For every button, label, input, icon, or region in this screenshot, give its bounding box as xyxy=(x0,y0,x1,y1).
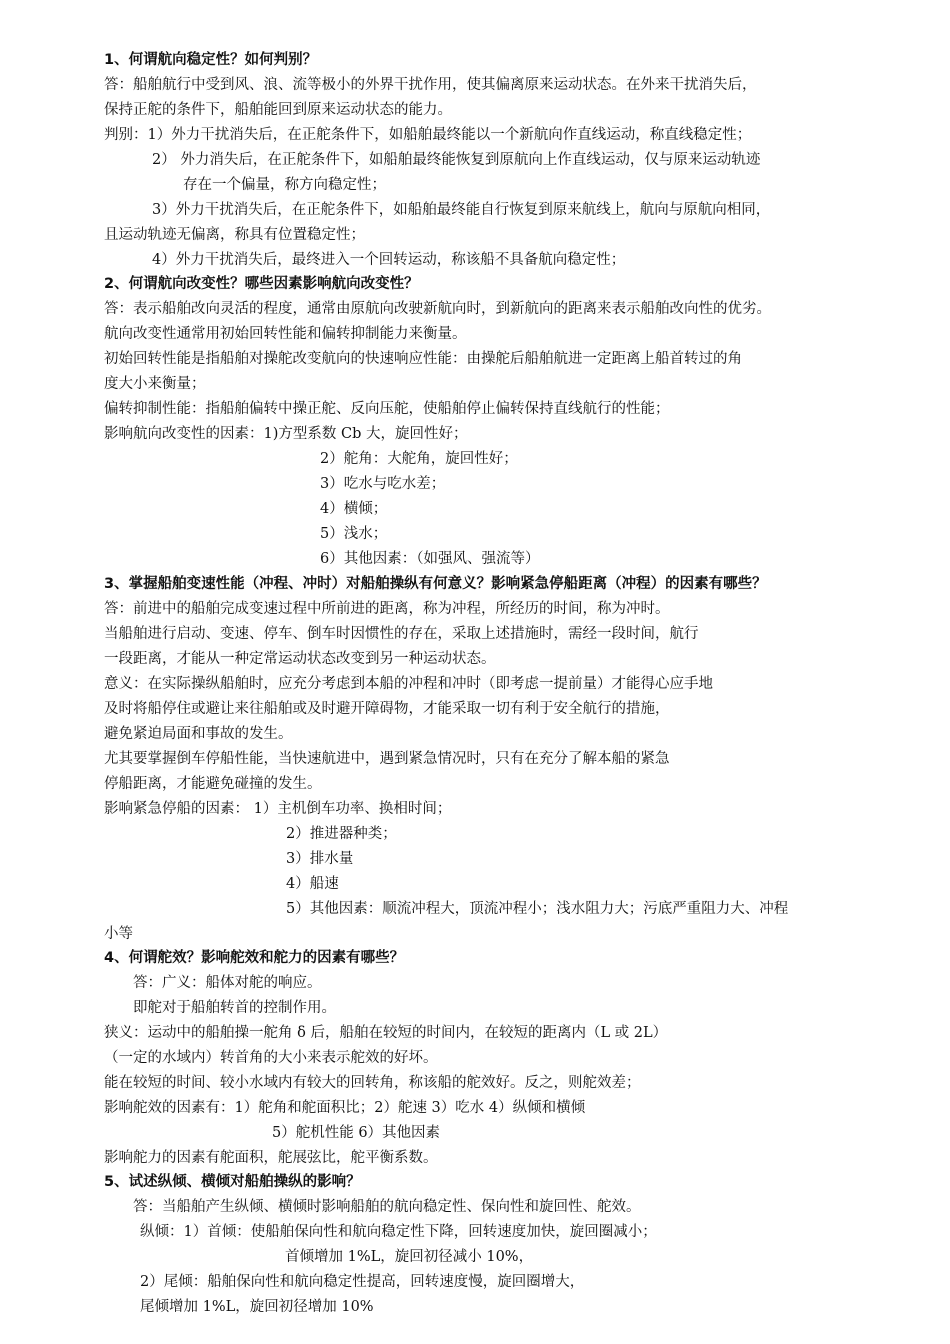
text-line: 保持正舵的条件下，船舶能回到原来运动状态的能力。 xyxy=(104,102,452,118)
text-line: 当船舶进行启动、变速、停车、倒车时因惯性的存在，采取上述措施时，需经一段时间，航行 xyxy=(104,626,699,642)
heading-q3: 3、掌握船舶变速性能（冲程、冲时）对船舶操纵有何意义？影响紧急停船距离（冲程）的因素有哪些？ xyxy=(104,576,767,592)
text-line: 答：前进中的船舶完成变速过程中所前进的距离，称为冲程，所经历的时间，称为冲时。 xyxy=(104,601,670,617)
text-line: 影响航向改变性的因素：1)方型系数 Cb 大，旋回性好； xyxy=(104,426,468,442)
heading-q1: 1、何谓航向稳定性？如何判别？ xyxy=(104,52,318,68)
text-line: 即舵对于船舶转首的控制作用。 xyxy=(133,1000,336,1016)
list-item: 4）横倾； xyxy=(320,501,388,517)
text-line: （一定的水域内）转首角的大小来表示舵效的好坏。 xyxy=(104,1050,438,1066)
text-line: 2） 外力消失后，在正舵条件下，如船舶最终能恢复到原航向上作直线运动，仅与原来运动轨迹 xyxy=(152,152,761,168)
text-line: 小等 xyxy=(104,926,133,942)
heading-q4: 4、何谓舵效？影响舵效和舵力的因素有哪些？ xyxy=(104,950,405,966)
text-line: 初始回转性能是指船舶对操舵改变航向的快速响应性能：由操舵后船舶航进一定距离上船首转过的角 xyxy=(104,351,742,367)
text-line: 影响舵力的因素有舵面积，舵展弦比，舵平衡系数。 xyxy=(104,1150,438,1166)
list-item: 2）舵角：大舵角，旋回性好； xyxy=(320,451,518,467)
text-line: 停船距离，才能避免碰撞的发生。 xyxy=(104,776,322,792)
text-line: 首倾增加 1%L，旋回初径减小 10%， xyxy=(285,1249,534,1265)
text-line: 判别：1）外力干扰消失后，在正舵条件下，如船舶最终能以一个新航向作直线运动，称直线稳定性； xyxy=(104,127,752,143)
text-line: 3）外力干扰消失后，在正舵条件下，如船舶最终能自行恢复到原来航线上，航向与原航向相同， xyxy=(152,202,771,218)
text-line: 能在较短的时间、较小水域内有较大的回转角，称该船的舵效好。反之，则舵效差； xyxy=(104,1075,641,1091)
text-line: 存在一个偏量，称方向稳定性； xyxy=(183,177,386,193)
heading-q5: 5、试述纵倾、横倾对船舶操纵的影响？ xyxy=(104,1174,361,1190)
list-item: 5）浅水； xyxy=(320,526,388,542)
text-line: 意义：在实际操纵船舶时，应充分考虑到本船的冲程和冲时（即考虑一提前量）才能得心应手地 xyxy=(104,676,713,692)
text-line: 纵倾：1）首倾：使船舶保向性和航向稳定性下降，回转速度加快，旋回圈减小； xyxy=(140,1224,657,1240)
text-line: 尤其要掌握倒车停船性能，当快速航进中，遇到紧急情况时，只有在充分了解本船的紧急 xyxy=(104,751,670,767)
text-line: 且运动轨迹无偏离，称具有位置稳定性； xyxy=(104,227,365,243)
text-line: 答：船舶航行中受到风、浪、流等极小的外界干扰作用，使其偏离原来运动状态。在外来干扰消失后， xyxy=(104,77,757,93)
text-line: 4）外力干扰消失后，最终进入一个回转运动，称该船不具备航向稳定性； xyxy=(152,252,626,268)
text-line: 2）尾倾：船舶保向性和航向稳定性提高，回转速度慢，旋回圈增大， xyxy=(140,1274,585,1290)
text-line: 影响紧急停船的因素： 1）主机倒车功率、换相时间； xyxy=(104,801,452,817)
text-line: 航向改变性通常用初始回转性能和偏转抑制能力来衡量。 xyxy=(104,326,467,342)
text-line: 避免紧迫局面和事故的发生。 xyxy=(104,726,293,742)
text-line: 答：广义：船体对舵的响应。 xyxy=(133,975,322,991)
list-item: 5）其他因素：顺流冲程大，顶流冲程小；浅水阻力大；污底严重阻力大、冲程 xyxy=(286,901,789,917)
list-item: 6）其他因素：（如强风、强流等） xyxy=(320,551,540,567)
text-line: 尾倾增加 1%L，旋回初径增加 10% xyxy=(140,1299,374,1315)
text-line: 答：表示船舶改向灵活的程度，通常由原航向改驶新航向时，到新航向的距离来表示船舶改向性的优劣。 xyxy=(104,301,771,317)
heading-q2: 2、何谓航向改变性？哪些因素影响航向改变性？ xyxy=(104,276,419,292)
list-item: 3）吃水与吃水差； xyxy=(320,476,446,492)
list-item: 2）推进器种类； xyxy=(286,826,397,842)
text-line: 影响舵效的因素有：1）舵角和舵面积比；2）舵速 3）吃水 4）纵倾和横倾 xyxy=(104,1100,586,1116)
text-line: 及时将船停住或避让来往船舶或及时避开障碍物，才能采取一切有利于安全航行的措施， xyxy=(104,701,670,717)
list-item: 3）排水量 xyxy=(286,851,354,867)
text-line: 狭义：运动中的船舶操一舵角 δ 后，船舶在较短的时间内，在较短的距离内（L 或 2L） xyxy=(104,1025,668,1041)
text-line: 一段距离，才能从一种定常运动状态改变到另一种运动状态。 xyxy=(104,651,496,667)
text-line: 偏转抑制性能：指船舶偏转中操正舵、反向压舵，使船舶停止偏转保持直线航行的性能； xyxy=(104,401,670,417)
list-item: 4）船速 xyxy=(286,876,339,892)
list-item: 5）舵机性能 6）其他因素 xyxy=(272,1125,441,1141)
text-line: 答：当船舶产生纵倾、横倾时影响船舶的航向稳定性、保向性和旋回性、舵效。 xyxy=(133,1199,641,1215)
text-line: 度大小来衡量； xyxy=(104,376,206,392)
